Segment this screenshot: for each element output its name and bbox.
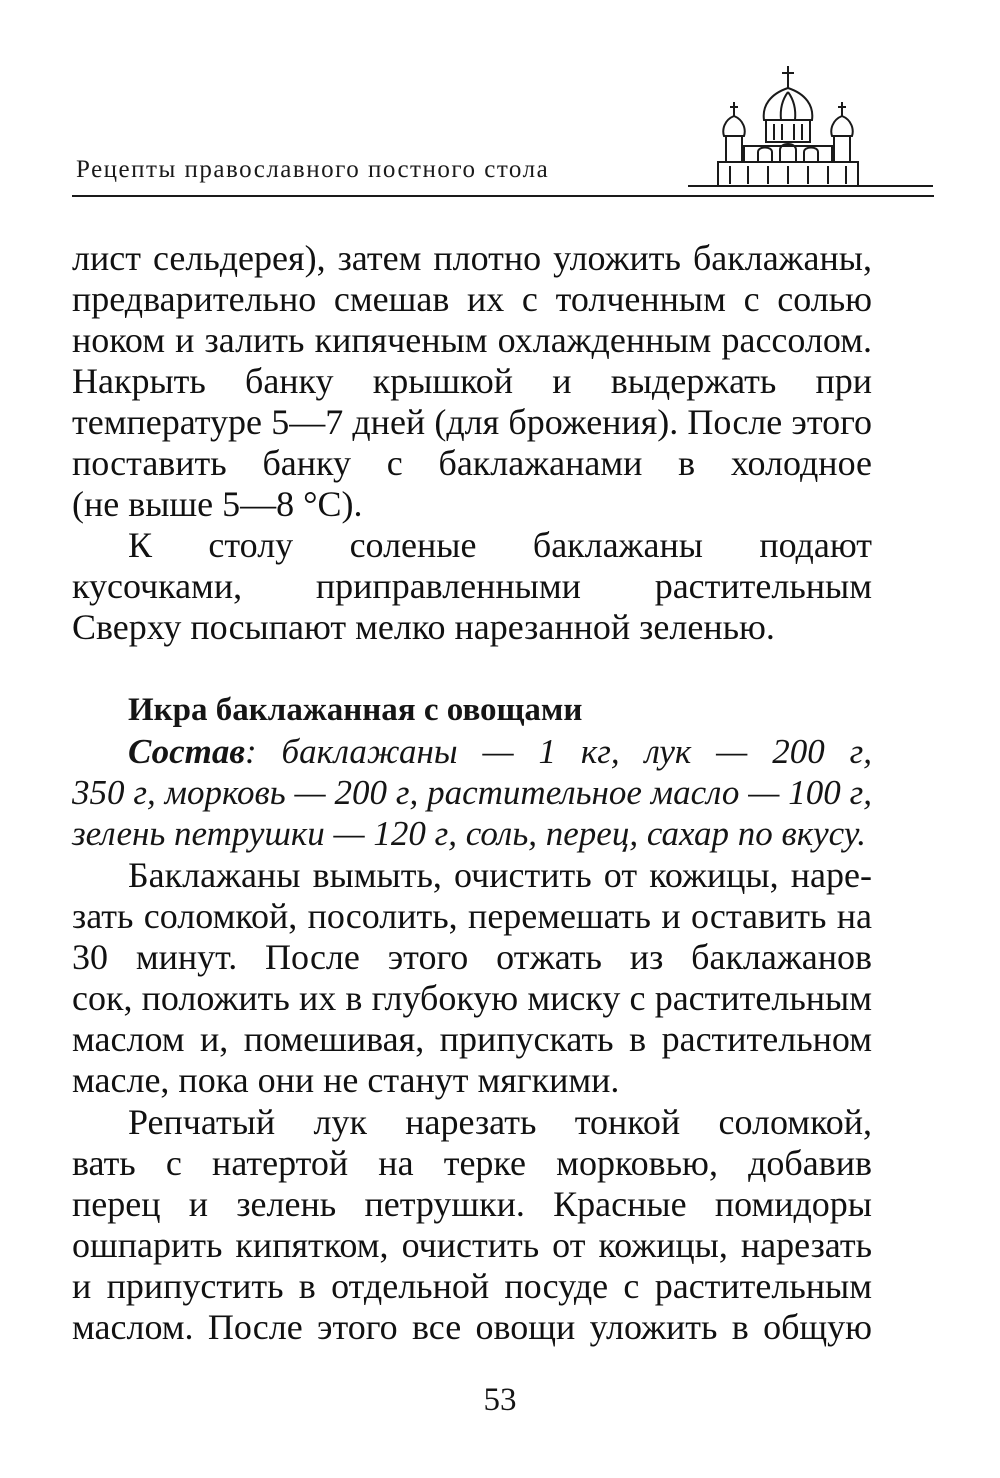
text-line: (не выше 5—8 °С). <box>72 484 363 524</box>
text-line: зать соломкой, посолить, перемешать и оставить на <box>72 896 872 936</box>
ingredients-block <box>72 732 872 855</box>
text-line: ошпарить кипятком, очистить от кожицы, нарезать <box>72 1225 872 1265</box>
text-line: предварительно смешав их с толченным с солью <box>72 279 872 319</box>
ingredients-label: Состав <box>128 732 245 771</box>
ingredients-line <box>72 732 872 773</box>
text-line: лист сельдерея), затем плотно уложить баклажаны, <box>72 238 872 278</box>
text-line: поставить банку с баклажанами в холодное <box>72 443 872 483</box>
text-line: Баклажаны вымыть, очистить от кожицы, наре- <box>128 855 872 895</box>
text-line: масле, пока они не станут мягкими. <box>72 1060 620 1100</box>
text-line: перец и зелень петрушки. Красные помидоры <box>72 1184 872 1224</box>
text-line: кусочками, приправленными растительным <box>72 566 872 606</box>
ingredients-line: 350 г, морковь — 200 г, растительное масло — 100 г, <box>72 773 872 812</box>
serving-paragraph <box>72 525 872 648</box>
text-line: Накрыть банку крышкой и выдержать при <box>72 361 872 401</box>
text-line: вать с натертой на терке морковью, добавив <box>72 1143 872 1183</box>
recipe-paragraph-1 <box>72 855 872 1101</box>
continued-paragraph <box>72 238 872 525</box>
recipe-title: Икра баклажанная с овощами <box>128 692 583 728</box>
text-line: маслом и, помешивая, припускать в растительном <box>72 1019 872 1059</box>
text-line: ноком и залить кипяченым охлажденным рассолом. <box>72 320 872 360</box>
cathedral-icon <box>688 62 938 198</box>
ingredients-text: : баклажаны — 1 кг, лук — 200 г, <box>244 732 872 771</box>
text-line: Репчатый лук нарезать тонкой соломкой, <box>128 1102 872 1142</box>
text-line: и припустить в отдельной посуде с растительным <box>72 1266 872 1306</box>
text-line: 30 минут. После этого отжать из баклажанов <box>72 937 872 977</box>
text-line: сок, положить их в глубокую миску с растительным <box>72 978 872 1018</box>
text-line: К столу соленые баклажаны подают <box>128 525 872 565</box>
ingredients-line: зелень петрушки — 120 г, соль, перец, сахар по вкусу. <box>72 814 866 853</box>
text-line: маслом. После этого все овощи уложить в общую <box>72 1307 872 1347</box>
page-number: 53 <box>483 1382 517 1418</box>
text-line: температуре 5—7 дней (для брожения). После этого <box>72 402 872 442</box>
running-header-title: Рецепты православного постного стола <box>76 156 550 183</box>
text-line: Сверху посыпают мелко нарезанной зеленью. <box>72 607 775 647</box>
recipe-paragraph-2 <box>72 1102 872 1348</box>
